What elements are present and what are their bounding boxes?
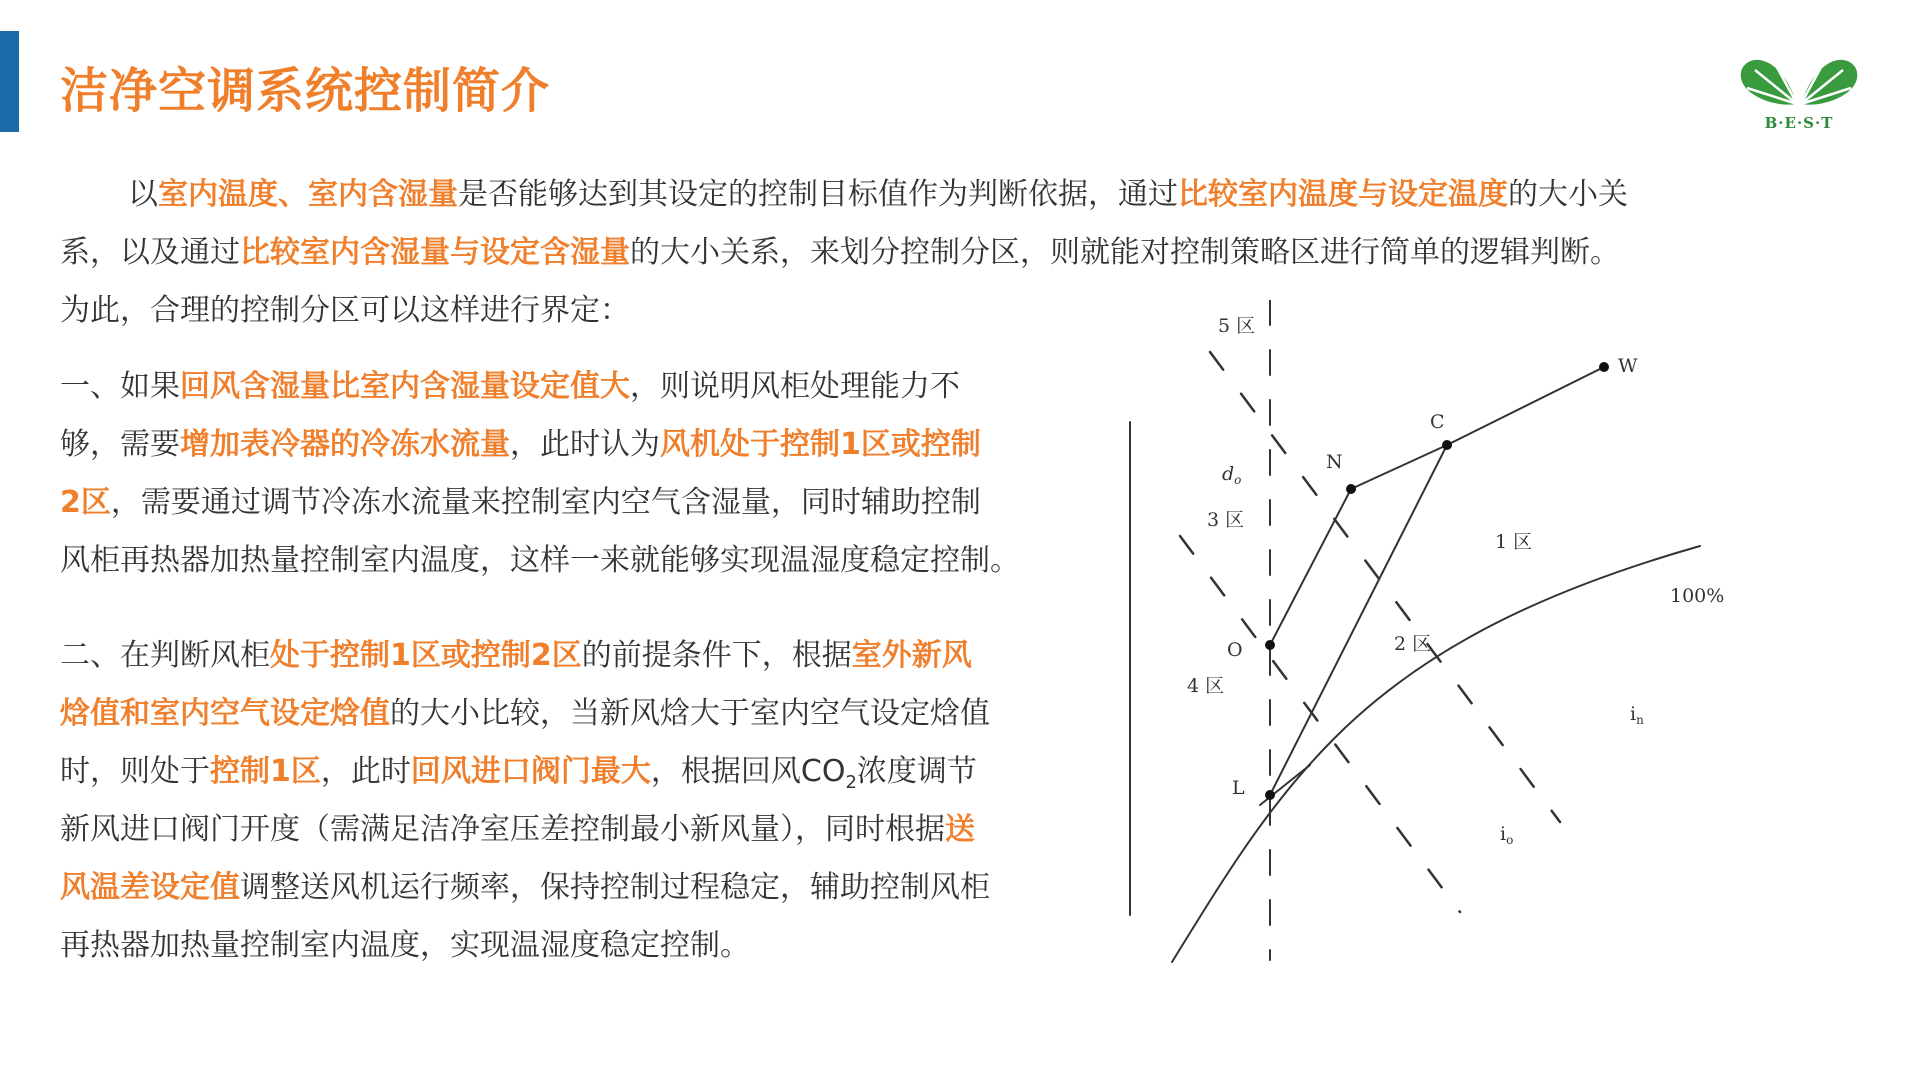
- text-run: ，需要通过调节冷冻水流量来控制室内空气含湿量，同时辅助控制: [110, 485, 981, 520]
- point-c-label: C: [1430, 411, 1445, 433]
- text-run: 调整送风机运行频率，保持控制过程稳定，辅助控制风柜: [240, 870, 990, 905]
- point-o-marker: [1265, 640, 1275, 650]
- line-c-w: [1447, 367, 1604, 445]
- subscript: 2: [845, 772, 857, 793]
- zone-5-label: 5 区: [1218, 315, 1256, 337]
- text-run: ，此时: [320, 754, 411, 789]
- point-n-label: N: [1326, 451, 1343, 473]
- section-2-line-6: 再热器加热量控制室内温度，实现温湿度稳定控制。: [60, 928, 750, 963]
- text-run: 的大小关: [1508, 177, 1628, 212]
- text-run: 浓度调节: [856, 754, 977, 789]
- highlight-run: 增加表冷器的冷冻水流量: [180, 427, 510, 462]
- d0-label: [1222, 463, 1241, 487]
- in-subscript: n: [1636, 713, 1644, 727]
- io-label: [1500, 823, 1513, 847]
- in-main: i: [1630, 703, 1637, 725]
- highlight-run: 比较室内温度与设定温度: [1178, 177, 1508, 212]
- text-run: 的大小关系，来划分控制分区，则就能对控制策略区进行简单的逻辑判断。: [630, 235, 1620, 270]
- section-2-line-2: [60, 685, 1110, 743]
- section-2-line-4: [60, 801, 1110, 859]
- section-1-line-1: [60, 358, 1110, 416]
- highlight-run: 焓值和室内空气设定焓值: [60, 696, 390, 731]
- page-title: 洁净空调系统控制简介: [60, 63, 551, 119]
- psychrometric-zone-diagram: [1110, 300, 1750, 980]
- highlight-run: 室内温度、室内含湿量: [158, 177, 458, 212]
- text-run: 是否能够达到其设定的控制目标值作为判断依据，通过: [458, 177, 1178, 212]
- leaf-icon: [1735, 48, 1863, 112]
- highlight-run: 风温差设定值: [60, 870, 240, 905]
- section-1-line-2: [60, 416, 1110, 474]
- d0-main: d: [1222, 463, 1235, 485]
- section-2-line-1: [60, 627, 1110, 685]
- text-run: 的前提条件下，根据: [581, 638, 852, 673]
- intro-line-1: [60, 166, 1760, 224]
- intro-line-3: 为此，合理的控制分区可以这样进行界定：: [60, 293, 630, 328]
- text-run: ，根据回风CO: [650, 754, 846, 789]
- point-w-label: W: [1618, 355, 1638, 377]
- zone-2-label: 2 区: [1394, 633, 1432, 655]
- zone-4-label: 4 区: [1187, 675, 1225, 697]
- text-run: 系，以及通过: [60, 235, 240, 270]
- saturation-curve: [1172, 546, 1700, 962]
- section-1-line-4: 风柜再热器加热量控制室内温度，这样一来就能够实现温湿度稳定控制。: [60, 543, 1020, 578]
- highlight-run: 比较室内含湿量与设定含湿量: [240, 235, 630, 270]
- text-run: ，此时认为: [510, 427, 660, 462]
- d0-subscript: o: [1234, 473, 1242, 487]
- highlight-run: 风机处于控制1区或控制: [660, 427, 981, 462]
- highlight-run: 送: [945, 812, 975, 847]
- in-enthalpy-dashed-line: [1210, 352, 1560, 822]
- zone-1-label: 1 区: [1495, 531, 1533, 553]
- text-run: 时，则处于: [60, 754, 210, 789]
- section-2-line-5: [60, 859, 1110, 917]
- io-subscript: o: [1506, 833, 1514, 847]
- text-run: 新风进口阀门开度（需满足洁净室压差控制最小新风量），同时根据: [60, 812, 945, 847]
- highlight-run: 处于控制1区或控制2区: [270, 638, 582, 673]
- text-run: 以: [128, 177, 158, 212]
- line-l-c: [1270, 445, 1447, 795]
- zone-3-label: 3 区: [1207, 509, 1245, 531]
- text-run: 二、在判断风柜: [60, 638, 270, 673]
- highlight-run: 回风含湿量比室内含湿量设定值大: [180, 369, 630, 404]
- point-l-marker: [1265, 790, 1275, 800]
- point-n-marker: [1346, 484, 1356, 494]
- line-n-c: [1351, 445, 1447, 489]
- highlight-run: 2区: [60, 485, 111, 520]
- point-o-label: O: [1227, 639, 1243, 661]
- text-run: 一、如果: [60, 369, 180, 404]
- curve-100-label: 100%: [1670, 585, 1725, 607]
- point-c-marker: [1442, 440, 1452, 450]
- point-w-marker: [1599, 362, 1609, 372]
- highlight-run: 室外新风: [851, 638, 972, 673]
- intro-line-2: [60, 224, 1760, 282]
- io-enthalpy-dashed-line: [1180, 536, 1460, 912]
- section-1-line-3: [60, 474, 1110, 532]
- section-2-paragraph: [60, 627, 1110, 975]
- best-logo: [1735, 48, 1863, 140]
- text-run: 的大小比较，当新风焓大于室内空气设定焓值: [390, 696, 990, 731]
- highlight-run: 回风进口阀门最大: [410, 754, 651, 789]
- text-run: 够，需要: [60, 427, 180, 462]
- title-accent-bar: [0, 31, 19, 132]
- in-label: [1630, 703, 1644, 727]
- point-l-label: L: [1232, 777, 1245, 799]
- section-1-paragraph: [60, 358, 1110, 590]
- line-o-n: [1270, 489, 1351, 645]
- text-run: ，则说明风柜处理能力不: [630, 369, 960, 404]
- section-2-line-3: [60, 743, 1110, 801]
- logo-text: B·E·S·T: [1764, 114, 1834, 132]
- highlight-run: 控制1区: [210, 754, 321, 789]
- io-main: i: [1500, 823, 1507, 845]
